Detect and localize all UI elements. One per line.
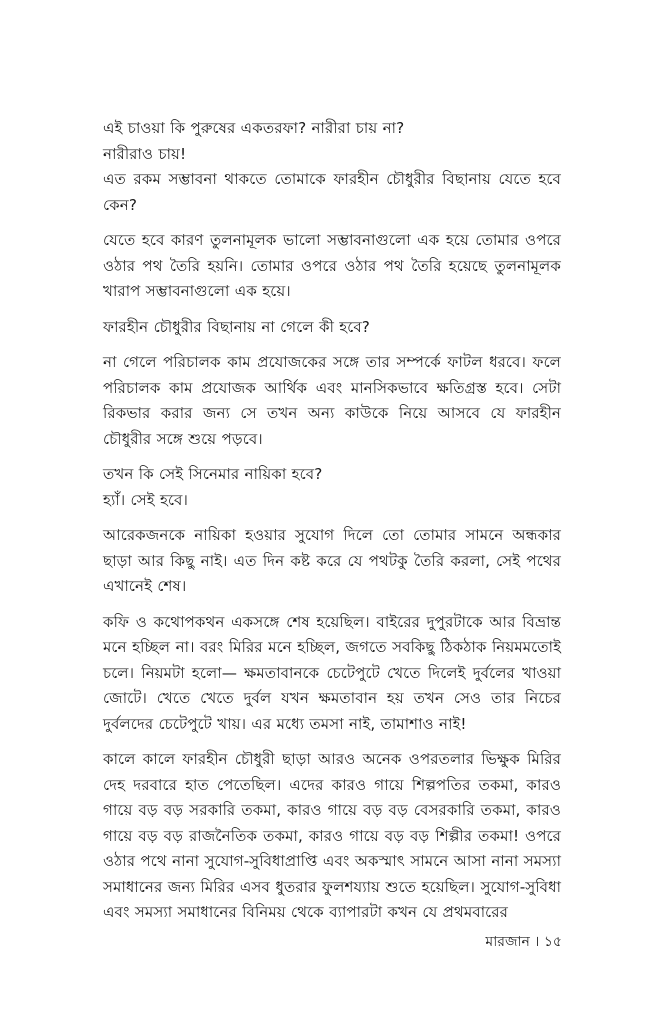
paragraph: না গেলে পরিচালক কাম প্রযোজকের সঙ্গে তার সম্পর্কে ফাটল ধরবে। ফলে পরিচালক কাম প্রযোজক আর্থিক এবং মানসিকভাবে ক্ষতিগ্রস্ত হবে। সেটা রিকভার করার জন্য সে তখন অন্য কাউকে নিয়ে আসবে যে ফারহীন চৌধুরীর সঙ্গে শুয়ে পড়বে। <box>103 353 561 448</box>
paragraph: হ্যাঁ। সেই হবে। <box>103 490 188 509</box>
paragraph: কফি ও কথোপকথন একসঙ্গে শেষ হয়েছিল। বাইরের দুপুরটাকে আর বিভ্রান্ত মনে হচ্ছিল না। বরং মিরির মনে হচ্ছিল, জগতে সবকিছু ঠিকঠাক নিয়মমতোই চলে। নিয়মটা হলো— ক্ষমতাবানকে চেটেপুটে খেতে দিলেই দুর্বলের খাওয়া জোটে। খেতে খেতে দুর্বল যখন ক্ষমতাবান হয় তখন সেও তার নিচের দুর্বলদের চেটেপুটে খায়। এর মধ্যে তমসা নাই, তামাশাও নাই! <box>103 612 561 733</box>
paragraph: আরেকজনকে নায়িকা হওয়ার সুযোগ দিলে তো তোমার সামনে অন্ধকার ছাড়া আর কিছু নাই। এত দিন কষ্ট করে যে পথটকু তৈরি করলা, সেই পথের এখানেই শেষ। <box>103 526 561 595</box>
paragraph: তখন কি সেই সিনেমার নায়িকা হবে? <box>103 465 323 483</box>
paragraph: যেতে হবে কারণ তুলনামূলক ভালো সম্ভাবনাগুলো এক হয়ে তোমার ওপরে ওঠার পথ তৈরি হয়নি। তোমার ওপরে ওঠার পথ তৈরি হয়েছে তুলনামূলক খারাপ সম্ভাবনাগুলো এক হয়ে। <box>103 231 561 300</box>
page-number: ১৫ <box>543 934 562 950</box>
footer-separator: । <box>534 934 540 950</box>
paragraph: এত রকম সম্ভাবনা থাকতে তোমাকে ফারহীন চৌধুরীর বিছানায় যেতে হবে কেন? <box>103 170 561 214</box>
running-title: মারজান <box>485 934 530 950</box>
paragraph: নারীরাও চায়! <box>103 144 187 163</box>
paragraph: কালে কালে ফারহীন চৌধুরী ছাড়া আরও অনেক ওপরতলার ভিক্ষুক মিরির দেহ দরবারে হাত পেতেছিল। এদের কারও গায়ে শিল্পপতির তকমা, কারও গায়ে বড় বড় সরকারি তকমা, কারও গায়ে বড় বড় বেসরকারি তকমা, কারও গায়ে বড় বড় রাজনৈতিক তকমা, কারও গায়ে বড় বড় শিল্পীর তকমা! ওপরে ওঠার পথে নানা সুযোগ-সুবিধাপ্রাপ্তি এবং অকস্মাৎ সামনে আসা নানা সমস্যা সমাধানের জন্য মিরির এসব ধুতরার ফুলশয্যায় শুতে হয়েছিল। সুযোগ-সুবিধা এবং সমস্যা সমাধানের বিনিময় থেকে ব্যাপারটা কখন যে প্রথমবারের <box>103 750 561 921</box>
paragraph: এই চাওয়া কি পুরুষের একতরফা? নারীরা চায় না? <box>103 119 405 137</box>
page-footer <box>440 930 562 954</box>
page-body <box>103 116 561 936</box>
paragraph: ফারহীন চৌধুরীর বিছানায় না গেলে কী হবে? <box>103 317 370 336</box>
